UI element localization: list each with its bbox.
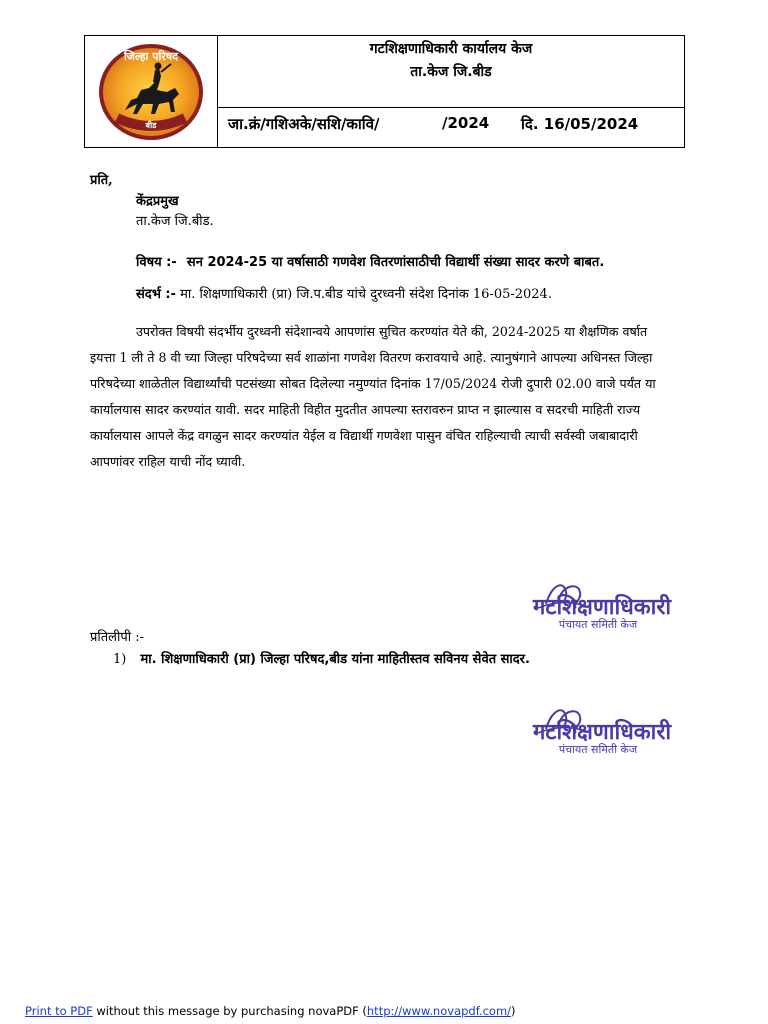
- copy-item-text: मा. शिक्षणाधिकारी (प्रा) जिल्हा परिषद,बीड यांना माहितीस्तव सविनय सेवेत सादर.: [140, 652, 530, 667]
- pdf-footer: [25, 1004, 516, 1018]
- footer-end: ): [511, 1004, 516, 1018]
- print-to-pdf-link[interactable]: Print to PDF: [25, 1004, 93, 1018]
- svg-text:गटशिक्षणाधिकारी: गटशिक्षणाधिकारी: [532, 595, 672, 620]
- svg-text:बीड: बीड: [145, 120, 157, 130]
- copy-item-1: [113, 649, 530, 667]
- office-name: गटशिक्षणाधिकारी कार्यालय केज: [369, 41, 533, 57]
- subject-line: [136, 252, 604, 270]
- reference-line: [136, 284, 552, 302]
- letter-date: दि. 16/05/2024: [521, 115, 639, 133]
- svg-text:गटशिक्षणाधिकारी: गटशिक्षणाधिकारी: [532, 720, 672, 745]
- copy-label: प्रतिलीपी :-: [90, 630, 145, 645]
- office-address: ता.केज जि.बीड: [410, 64, 492, 80]
- svg-text:पंचायत समिती केज: पंचायत समिती केज: [558, 618, 638, 631]
- office-name-cell: [218, 36, 684, 108]
- body-line-2: इयत्ता 1 ली ते 8 वी च्या जिल्हा परिषदेच्या सर्व शाळांना गणवेश वितरण करावयाचे आहे. त्यानुषंगाने आपल्या अधिनस्त जिल्हा: [90, 350, 653, 365]
- logo-cell: [85, 36, 218, 147]
- subject-label: विषय :-: [136, 255, 177, 270]
- signature-stamp-2: [468, 703, 736, 757]
- reference-cell: [218, 108, 684, 147]
- to-label: प्रति,: [90, 173, 113, 188]
- reference-year: /2024: [442, 114, 490, 132]
- body-line-1: उपरोक्त विषयी संदर्भीय दुरध्वनी संदेशान्वये आपणांस सुचित करण्यांत येते की, 2024-2025 या शैक्षणिक वर्षात: [136, 324, 648, 339]
- body-line-4: कार्यालयास सादर करण्यांत यावी. सदर माहिती विहीत मुदतीत आपल्या स्तरावरुन प्राप्त न झाल्यास व सदरची माहिती राज्य: [90, 402, 641, 417]
- signature-stamp: [468, 578, 736, 632]
- svg-text:जिल्हा परिषद: जिल्हा परिषद: [123, 49, 179, 63]
- zilla-parishad-logo: [97, 42, 205, 142]
- reference-label: संदर्भ :-: [136, 287, 176, 302]
- recipient-place: ता.केज जि.बीड.: [136, 214, 214, 229]
- signature-icon: [468, 578, 736, 632]
- recipient-title: केंद्रप्रमुख: [136, 194, 179, 209]
- letterhead-table: [84, 35, 685, 148]
- novapdf-link[interactable]: http://www.novapdf.com/: [366, 1004, 512, 1018]
- footer-text: without this message by purchasing novaPDF (: [92, 1004, 367, 1018]
- copy-item-number: 1): [113, 652, 127, 667]
- signature-icon: [468, 703, 736, 757]
- reference-text: मा. शिक्षणाधिकारी (प्रा) जि.प.बीड यांचे दुरध्वनी संदेश दिनांक 16-05-2024.: [180, 287, 552, 302]
- body-line-5: कार्यालयास आपले केंद्र वगळुन सादर करण्यांत येईल व विद्यार्थी गणवेशा पासुन वंचित राहिल्याची त्याची सर्वस्वी जबाबादारी: [90, 428, 638, 443]
- body-paragraph: [90, 319, 736, 475]
- svg-text:पंचायत समिती केज: पंचायत समिती केज: [558, 743, 638, 756]
- subject-text: सन 2024-25 या वर्षासाठी गणवेश वितरणांसाठीची विद्यार्थी संख्या सादर करणे बाबत.: [186, 255, 605, 270]
- body-line-6: आपणांवर राहिल याची नोंद घ्यावी.: [90, 454, 246, 469]
- reference-number: जा.क्रं/गशिअके/सशि/कावि/: [228, 115, 380, 133]
- body-line-3: परिषदेच्या शाळेतील विद्यार्थ्यांची पटसंख्या सोबत दिलेल्या नमुण्यांत दिनांक 17/05/2024 रोजी दुपारी 02.00 वाजे पर्यंत या: [90, 376, 656, 391]
